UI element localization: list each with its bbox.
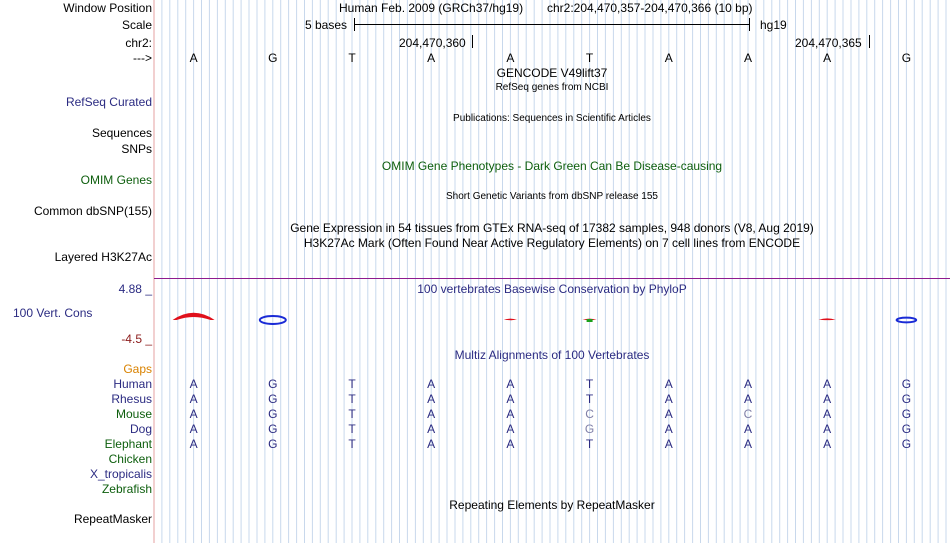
alignment-base: A [664,422,673,436]
refseq-curated-label[interactable]: RefSeq Curated [65,95,152,109]
alignment-base: A [743,377,752,391]
snps-label[interactable]: SNPs [121,142,152,156]
publications-track-title[interactable]: Publications: Sequences in Scientific Articles [453,113,651,124]
alignment-base: A [189,377,198,391]
alignment-base: T [348,377,356,391]
alignment-base: A [427,407,436,421]
window-position-label: Window Position [63,1,152,15]
assembly-title: Human Feb. 2009 (GRCh37/hg19) [339,1,524,15]
dna-base: G [901,51,912,65]
coordinate-label-a: 204,470,360 [399,36,466,50]
alignment-base: A [823,422,832,436]
alignment-base: A [743,422,752,436]
dna-base: A [743,51,752,65]
phylop-positive-mark [819,318,836,320]
repeatmasker-track-title[interactable]: Repeating Elements by RepeatMasker [449,498,655,512]
species-label-mouse[interactable]: Mouse [115,407,152,421]
alignment-base: A [506,392,515,406]
scale-bar [354,24,750,25]
alignment-base: T [348,422,356,436]
phylop-track-title[interactable]: 100 vertebrates Basewise Conservation by PhyloP [417,282,687,296]
dna-base: T [585,51,594,65]
scale-label: Scale [121,18,152,32]
sequences-label[interactable]: Sequences [91,126,152,140]
alignment-base: A [823,407,832,421]
phylop-small-mark [587,319,593,322]
dna-base: T [348,51,356,65]
strand-arrow-label: ---> [133,51,152,65]
species-label-chicken[interactable]: Chicken [108,452,152,466]
phylop-negative-mark [897,318,917,323]
phylop-negative-mark [260,316,286,324]
window-position-text: chr2:204,470,357-204,470,366 (10 bp) [547,1,753,15]
alignment-base: A [189,407,198,421]
common-dbsnp-label[interactable]: Common dbSNP(155) [33,204,152,218]
coordinate-tick-b [869,35,870,48]
dbsnp-track-title[interactable]: Short Genetic Variants from dbSNP release 155 [446,191,658,202]
species-label-dog[interactable]: Dog [129,422,152,436]
alignment-base: A [823,377,832,391]
multiz-track-title[interactable]: Multiz Alignments of 100 Vertebrates [454,348,650,362]
species-label-rhesus[interactable]: Rhesus [111,392,152,406]
alignment-base: A [506,422,515,436]
phylop-positive-mark [504,319,517,321]
species-label-elephant[interactable]: Elephant [104,437,152,451]
alignment-base: G [901,407,912,421]
phylop-positive-mark [173,313,215,320]
layered-h3k27ac-label[interactable]: Layered H3K27Ac [54,250,152,264]
alignment-base: A [189,392,198,406]
dna-base: G [268,51,278,65]
dna-base: A [506,51,515,65]
alignment-base: A [664,392,673,406]
phylop-max-label: 4.88 _ [118,282,152,296]
dna-base: A [664,51,673,65]
h3k27ac-track-title[interactable]: H3K27Ac Mark (Often Found Near Active Regulatory Elements) on 7 cell lines from ENCODE [303,236,801,250]
species-label-human[interactable]: Human [113,377,152,391]
dna-base: A [427,51,436,65]
alignment-base: A [427,392,436,406]
alignment-base: A [743,392,752,406]
scale-text: 5 bases [305,18,348,32]
alignment-base: G [268,422,278,436]
db-label: hg19 [760,18,787,32]
alignment-base: A [427,437,436,451]
alignment-base: G [901,377,912,391]
species-label-x_tropicalis[interactable]: X_tropicalis [89,467,152,481]
alignment-base: A [189,437,198,451]
alignment-base: A [506,437,515,451]
omim-track-title[interactable]: OMIM Gene Phenotypes - Dark Green Can Be Disease-causing [381,159,723,173]
alignment-base: A [427,422,436,436]
alignment-base: A [664,437,673,451]
alignment-base: G [901,422,912,436]
track-divider [154,278,950,279]
alignment-base: G [584,422,595,436]
alignment-base: A [506,377,515,391]
alignment-base: A [664,407,673,421]
species-label-zebrafish[interactable]: Zebrafish [101,482,152,496]
gencode-track-title[interactable]: GENCODE V49lift37 [496,66,608,80]
omim-genes-label[interactable]: OMIM Genes [80,173,152,187]
alignment-base: C [743,407,753,421]
alignment-base: T [585,437,594,451]
alignment-base: T [585,392,594,406]
coordinate-label-b: 204,470,365 [795,36,862,50]
alignment-base: G [268,377,278,391]
gaps-label: Gaps [123,362,152,376]
dna-base: A [823,51,832,65]
alignment-base: A [823,392,832,406]
alignment-base: T [348,437,356,451]
alignment-base: A [743,437,752,451]
phylop-conservation-plot[interactable] [154,296,950,336]
alignment-base: A [506,407,515,421]
scale-bar-right-tick [749,18,750,31]
cons-track-label[interactable]: 100 Vert. Cons [13,306,93,320]
alignment-base: A [427,377,436,391]
alignment-base: T [585,377,594,391]
scale-bar-left-tick [354,18,355,31]
alignment-base: G [268,437,278,451]
dna-base: A [189,51,198,65]
refseq-track-title[interactable]: RefSeq genes from NCBI [495,82,609,93]
phylop-min-label: -4.5 _ [121,332,152,346]
alignment-base: C [585,407,594,421]
alignment-base: G [268,407,278,421]
alignment-base: A [189,422,198,436]
gtex-track-title[interactable]: Gene Expression in 54 tissues from GTEx RNA-seq of 17382 samples, 948 donors (V8, Aug 2019) [290,221,814,235]
alignment-base: G [901,392,912,406]
alignment-base: G [901,437,912,451]
alignment-base: T [348,407,356,421]
alignment-base: A [823,437,832,451]
chrom-label: chr2: [125,36,152,50]
coordinate-tick-a [472,35,473,48]
repeatmasker-label[interactable]: RepeatMasker [73,512,152,526]
alignment-base: T [348,392,356,406]
alignment-base: G [268,392,278,406]
alignment-base: A [664,377,673,391]
